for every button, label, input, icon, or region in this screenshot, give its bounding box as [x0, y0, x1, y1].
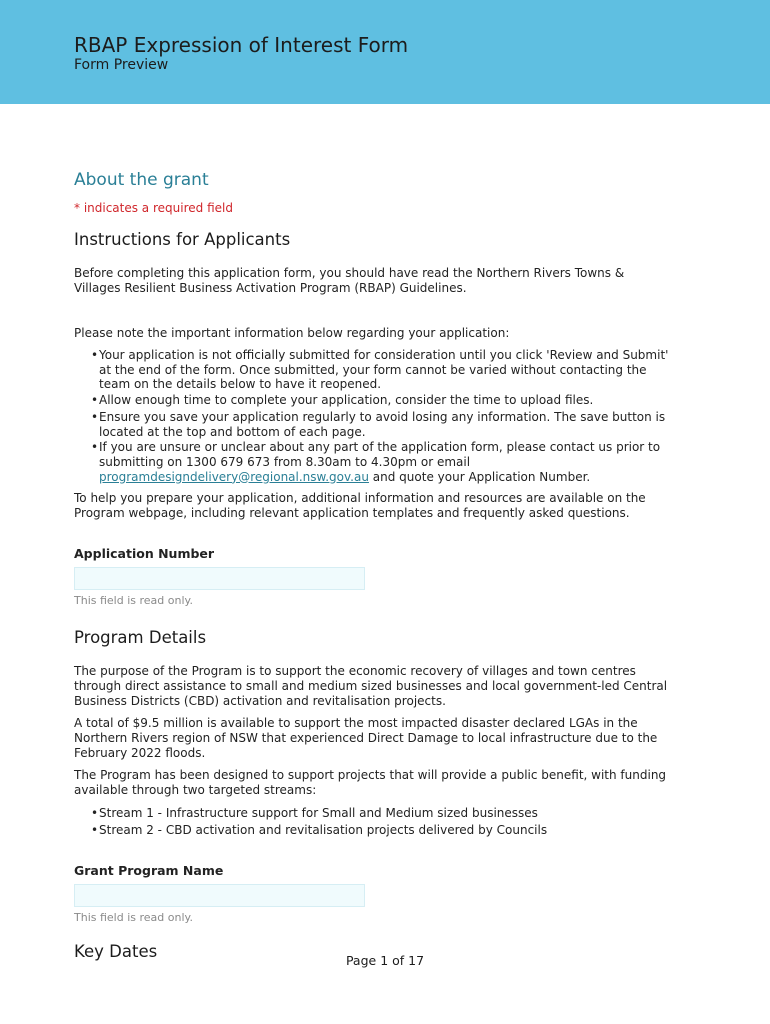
bullet-icon: •: [91, 440, 99, 455]
program-para-1: The purpose of the Program is to support the economic recovery of villages and town centres through direct assistance to small and medium sized businesses and local government-led Central Business Districts (CBD) activation and revitalisation projects.: [74, 664, 668, 709]
streams-list: [74, 805, 674, 839]
list-item: • Ensure you save your application regularly to avoid losing any information. The save button is located at the top and bottom of each page.: [91, 409, 666, 439]
contact-text-after: and quote your Application Number.: [368, 469, 591, 484]
list-item: • Stream 1 - Infrastructure support for Small and Medium sized businesses: [91, 806, 538, 821]
bullet-icon: •: [91, 409, 99, 424]
bullet-icon: •: [91, 806, 99, 821]
required-field-note: * indicates a required field: [74, 201, 233, 215]
instructions-heading: Instructions for Applicants: [74, 230, 291, 249]
key-dates-heading: Key Dates: [74, 942, 158, 962]
instructions-note: Please note the important information below regarding your application:: [74, 326, 510, 340]
list-item: • Your application is not officially submitted for consideration until you click 'Review and Submit' at the end of the form. Once submitted, your form cannot be varied without contacting the team on the details below to have it reopened.: [91, 348, 669, 392]
form-subtitle: Form Preview: [74, 57, 169, 73]
grant-program-name-field[interactable]: [74, 884, 365, 907]
program-para-2: A total of $9.5 million is available to support the most impacted disaster declared LGAs in the Northern Rivers region of NSW that experienced Direct Damage to local infrastructure due to the February 2022 floods.: [74, 716, 658, 761]
application-number-label: Application Number: [74, 546, 215, 562]
list-item: • Allow enough time to complete your application, consider the time to upload files.: [91, 393, 594, 408]
grant-program-name-label: Grant Program Name: [74, 863, 224, 879]
list-item: [74, 440, 674, 484]
resources-text: To help you prepare your application, additional information and resources are available on the Program webpage, including relevant application templates and frequently asked questions.: [74, 491, 646, 521]
contact-email-link[interactable]: programdesigndelivery@regional.nsw.gov.au: [99, 469, 369, 484]
form-content: [74, 170, 674, 978]
section-title: About the grant: [74, 170, 209, 190]
page-number: Page 1 of 17: [345, 953, 425, 968]
bullet-icon: •: [91, 348, 99, 362]
bullet-icon: •: [91, 823, 99, 838]
program-details-heading: Program Details: [74, 628, 207, 648]
instructions-intro: Before completing this application form, you should have read the Northern Rivers Towns & Villages Resilient Business Activation Program (RBAP) Guidelines.: [74, 266, 625, 295]
instructions-list: [74, 348, 674, 484]
readonly-note: This field is read only.: [74, 594, 193, 608]
list-item: • Stream 2 - CBD activation and revitalisation projects delivered by Councils: [91, 823, 548, 838]
program-para-3: The Program has been designed to support projects that will provide a public benefit, with funding available through two targeted streams:: [74, 768, 667, 798]
bullet-icon: •: [91, 393, 99, 408]
form-title: RBAP Expression of Interest Form: [74, 33, 409, 57]
form-header: [0, 0, 770, 104]
application-number-field[interactable]: [74, 567, 365, 590]
contact-text: If you are unsure or unclear about any part of the application form, please contact us prior to submitting on 1300 679 673 from 8.30am to 4.30pm or email: [99, 440, 661, 469]
readonly-note: This field is read only.: [74, 911, 193, 925]
